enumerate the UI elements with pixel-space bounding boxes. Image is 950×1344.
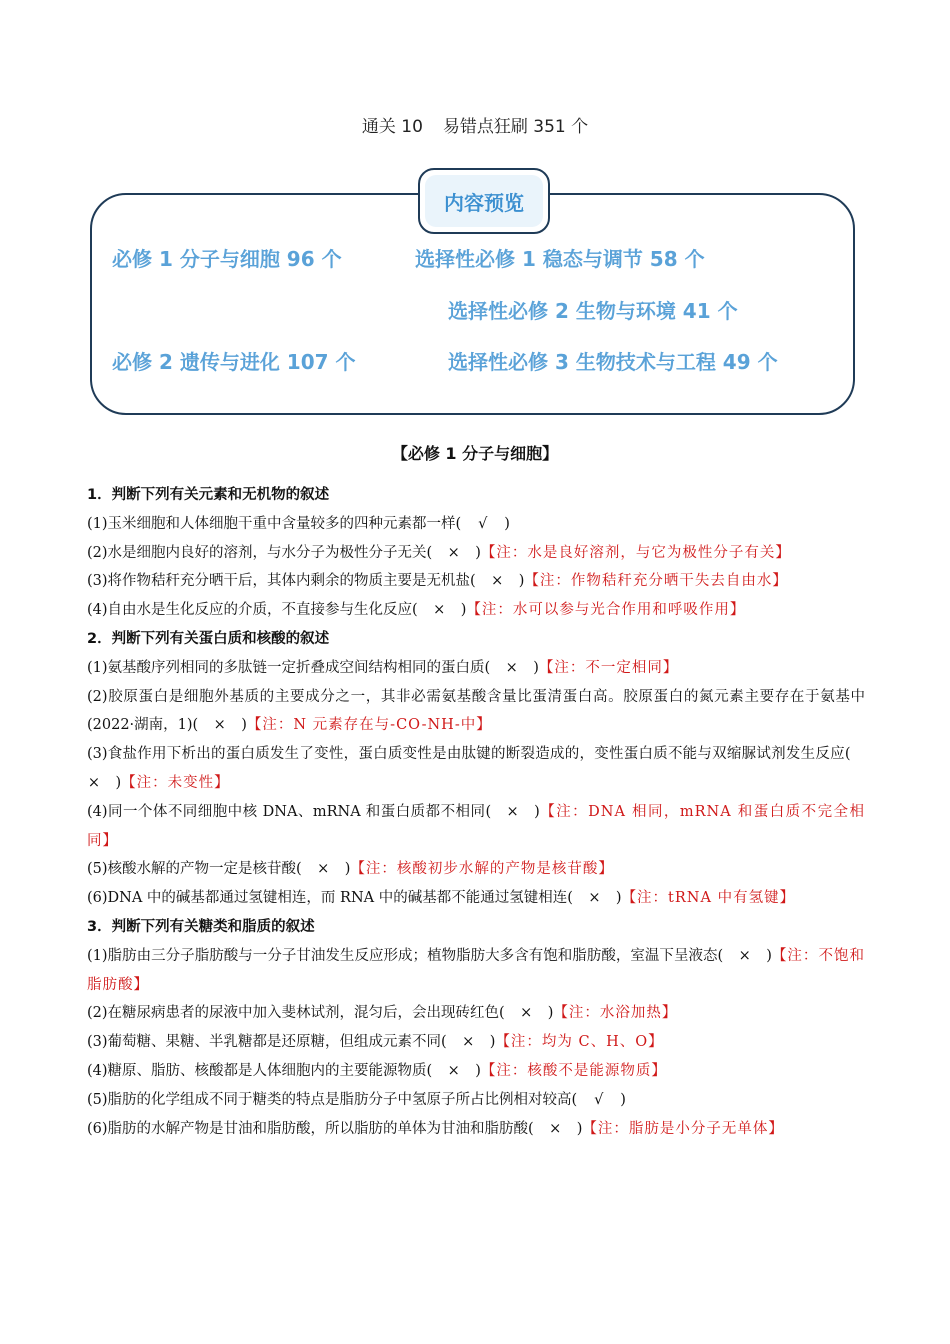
statement-item [87,1086,865,1115]
statement-note: 【注：水是良好溶剂，与它为极性分子有关】 [480,544,791,561]
document-title-subtitle: 易错点狂刷 351 个 [442,117,589,137]
answer-mark: √ [478,515,488,532]
statement-close-paren: ) [615,890,622,907]
statement-text: (5)核酸水解的产物一定是核苷酸( [87,861,302,878]
statement-item [87,1115,865,1144]
statement-close-paren: ) [534,803,540,820]
statement-text: (2)水是细胞内良好的溶剂，与水分子为极性分子无关( [87,544,433,561]
statement-close-paren: ) [344,861,351,878]
statement-text: (3)葡萄糖、果糖、半乳糖都是还原糖，但组成元素不同( [87,1034,447,1051]
answer-mark: × [491,573,504,590]
answer-mark: × [317,861,330,878]
statement-note: 【注：核酸不是能源物质】 [480,1062,667,1079]
question-list [87,481,865,1143]
statement-note: 【注：水可以参与光合作用和呼吸作用】 [466,602,746,619]
statement-text: (1)脂肪由三分子脂肪酸与一分子甘油发生反应形成；植物脂肪大多含有饱和脂肪酸，室温下呈液态( [87,947,724,964]
preview-item-xuanze3: 选择性必修 3 生物技术与工程 49 个 [448,350,778,374]
statement-item [87,942,865,1000]
answer-mark: × [505,659,518,676]
content-preview-badge [418,168,550,234]
content-preview-label: 内容预览 [425,175,543,227]
statement-item [87,884,865,913]
statement-text: (6)脂肪的水解产物是甘油和脂肪酸，所以脂肪的单体为甘油和脂肪酸( [87,1120,534,1137]
answer-mark: × [447,1062,460,1079]
statement-note: 【注：不一定相同】 [538,659,679,676]
preview-item-bixiu2: 必修 2 遗传与进化 107 个 [112,350,356,374]
statement-note: 【注：DNA 相同，mRNA 和蛋白质不完全相同】 [87,803,865,849]
preview-item-xuanze1: 选择性必修 1 稳态与调节 58 个 [415,247,705,271]
section-heading: 【必修 1 分子与细胞】 [391,444,559,463]
statement-close-paren: ) [576,1120,583,1137]
answer-mark: × [462,1034,475,1051]
statement-close-paren: ) [241,717,247,734]
statement-close-paren: ) [620,1091,626,1108]
statement-note: 【注：tRNA 中有氢键】 [621,890,796,907]
statement-close-paren: ) [475,544,481,561]
statement-item [87,798,865,856]
statement-note: 【注：作物秸秆充分晒干失去自由水】 [524,573,788,590]
statement-item [87,567,865,596]
statement-text: (6)DNA 中的碱基都通过氢键相连，而 RNA 中的碱基都不能通过氢键相连( [87,890,573,907]
statement-text: (2)在糖尿病患者的尿液中加入斐林试剂，混匀后，会出现砖红色( [87,1005,505,1022]
statement-close-paren: ) [489,1034,496,1051]
question-group-title: 1．判断下列有关元素和无机物的叙述 [87,487,330,503]
statement-close-paren: ) [504,515,510,532]
preview-item-xuanze2: 选择性必修 2 生物与环境 41 个 [448,299,738,323]
statement-close-paren: ) [533,659,539,676]
statement-text: (3)食盐作用下析出的蛋白质发生了变性，蛋白质变性是由肽键的断裂造成的，变性蛋白质不能与双缩脲试剂发生反应( [87,746,851,763]
statement-text: (4)同一个体不同细胞中核 DNA、mRNA 和蛋白质都不相同( [87,803,492,820]
statement-close-paren: ) [475,1062,481,1079]
statement-note: 【注：脂肪是小分子无单体】 [582,1120,784,1137]
statement-item [87,539,865,568]
statement-close-paren: ) [547,1005,554,1022]
answer-mark: × [588,890,601,907]
statement-item [87,999,865,1028]
answer-mark: × [447,544,460,561]
statement-item [87,654,865,683]
statement-item [87,740,865,798]
question-group-title: 2．判断下列有关蛋白质和核酸的叙述 [87,630,330,647]
statement-item [87,1057,865,1086]
statement-close-paren: ) [766,947,772,964]
statement-note: 【注：核酸初步水解的产物是核苷酸】 [350,861,614,878]
statement-item [87,683,865,741]
answer-mark: √ [594,1091,604,1108]
statement-item [87,855,865,884]
answer-mark: × [549,1120,562,1137]
answer-mark: × [213,717,226,734]
statement-item [87,1028,865,1057]
preview-item-bixiu1: 必修 1 分子与细胞 96 个 [112,247,342,271]
document-title-chapter: 通关 10 [361,117,423,137]
statement-text: (2)胶原蛋白是细胞外基质的主要成分之一，其非必需氨基酸含量比蛋清蛋白高。胶原蛋白的氮元素主要存在于氨基中(2022·湖南，1)( [87,688,865,734]
statement-note: 【注：N 元素存在与-CO-NH-中】 [246,717,492,734]
statement-close-paren: ) [115,774,122,791]
statement-text: (5)脂肪的化学组成不同于糖类的特点是脂肪分子中氢原子所占比例相对较高( [87,1091,578,1108]
answer-mark: × [506,803,519,820]
answer-mark: × [520,1005,533,1022]
statement-text: (1)氨基酸序列相同的多肽链一定折叠成空间结构相同的蛋白质( [87,659,491,676]
answer-mark: × [738,947,751,964]
statement-note: 【注：均为 C、H、O】 [495,1034,664,1051]
statement-text: (3)将作物秸秆充分晒干后，其体内剩余的物质主要是无机盐( [87,573,476,590]
document-title [0,112,950,137]
question-group-title: 3．判断下列有关糖类和脂质的叙述 [87,918,315,935]
statement-text: (1)玉米细胞和人体细胞干重中含量较多的四种元素都一样( [87,515,462,532]
statement-item [87,596,865,625]
statement-item [87,510,865,539]
statement-close-paren: ) [518,573,525,590]
answer-mark: × [433,602,446,619]
statement-note: 【注：未变性】 [121,774,230,791]
statement-note: 【注：不饱和脂肪酸】 [87,947,865,993]
answer-mark: × [87,774,101,791]
statement-text: (4)自由水是生化反应的介质，不直接参与生化反应( [87,602,418,619]
statement-close-paren: ) [460,602,467,619]
statement-note: 【注：水浴加热】 [553,1005,678,1022]
statement-text: (4)糖原、脂肪、核酸都是人体细胞内的主要能源物质( [87,1062,433,1079]
